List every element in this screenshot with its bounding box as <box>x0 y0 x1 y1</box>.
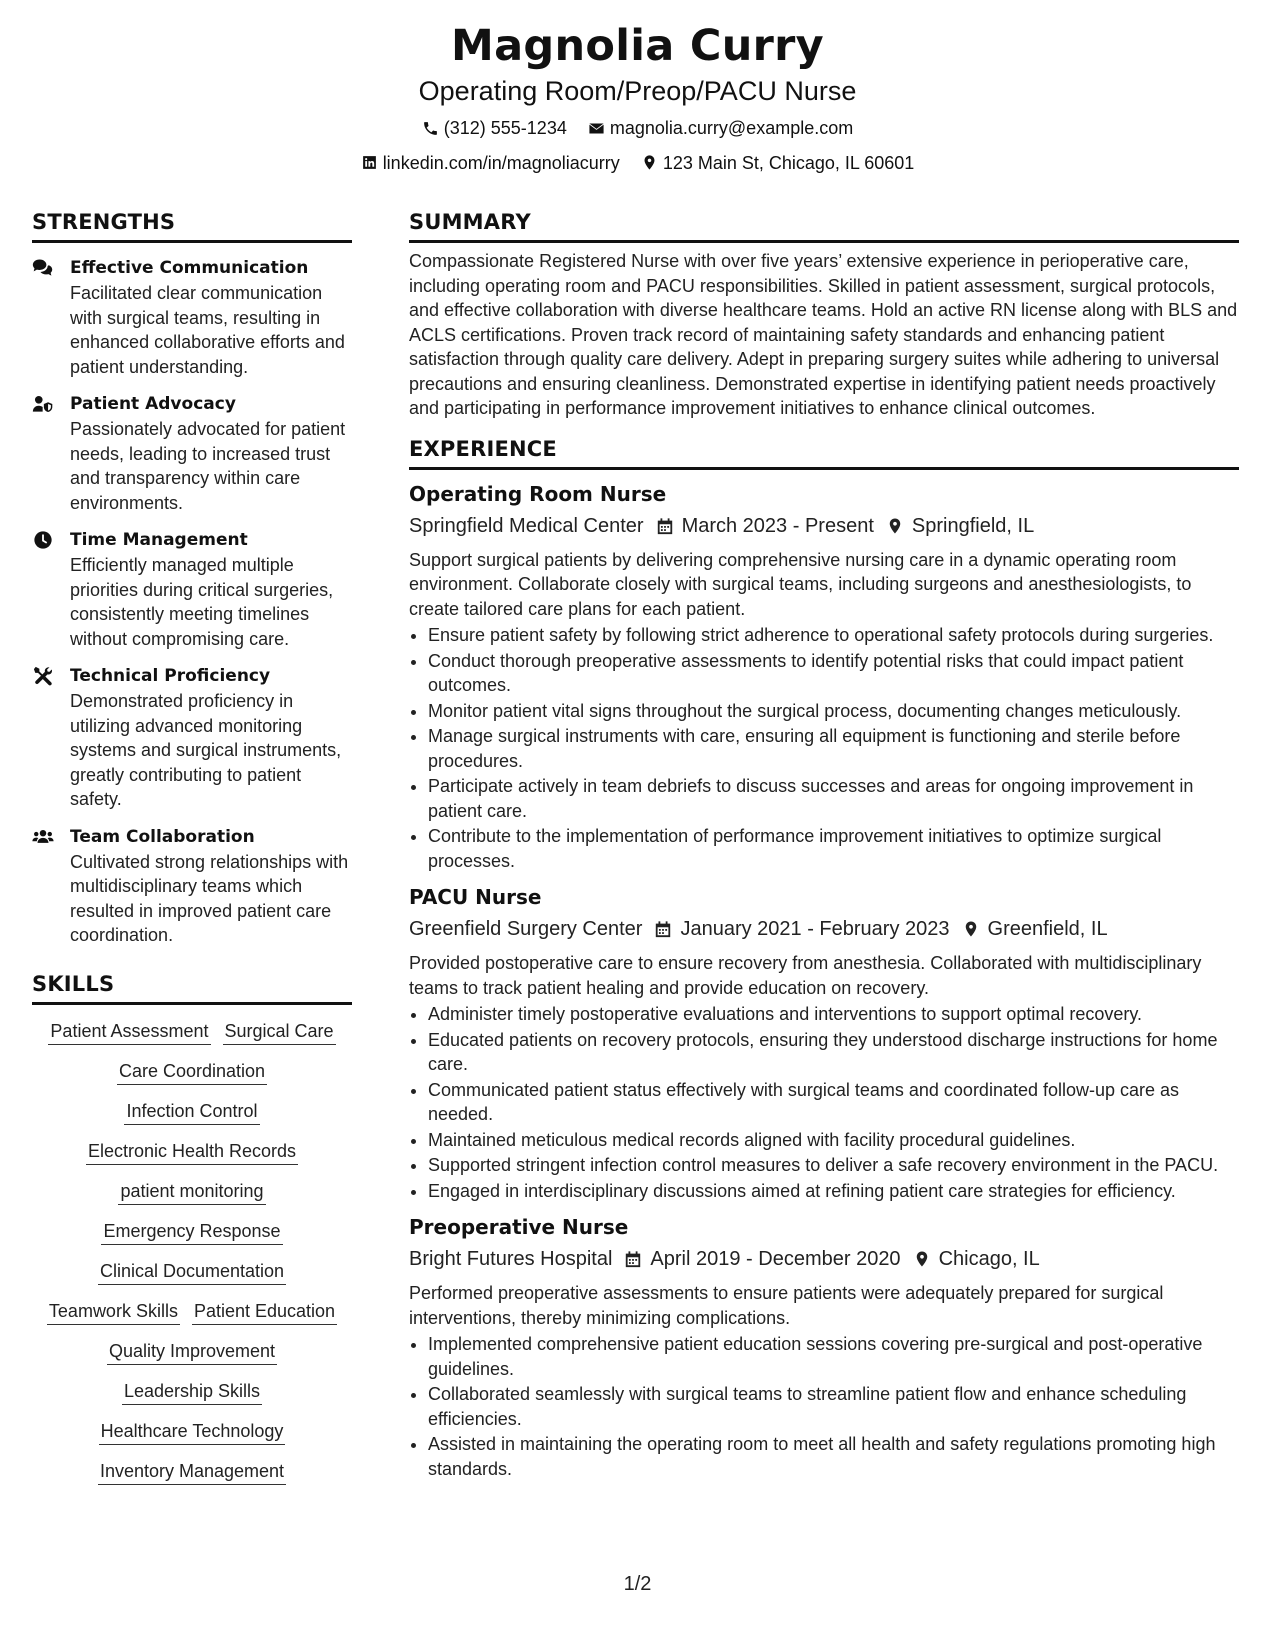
job-description: Performed preoperative assessments to ensure patients were adequately prepared for surgical interventions, thereby minimizing complications. <box>409 1283 1164 1328</box>
job-meta <box>409 1245 1239 1273</box>
calendar-icon <box>656 517 674 535</box>
contact-row-2 <box>0 152 1275 177</box>
job-dates: March 2023 - Present <box>681 514 874 537</box>
user-shield-icon <box>32 394 54 414</box>
strength-title: Technical Proficiency <box>70 666 271 686</box>
job-entry <box>409 1213 1239 1481</box>
bullet-item: • Ensure patient safety by following strict adherence to operational safety protocols during surgeries. <box>428 623 1239 648</box>
summary-heading: SUMMARY <box>409 210 1239 243</box>
job-bullets <box>409 623 1239 873</box>
strength-title: Effective Communication <box>70 258 309 278</box>
strength-item <box>32 529 352 651</box>
map-marker-icon <box>641 154 658 171</box>
right-column <box>409 210 1239 1481</box>
skill-tag: Emergency Response <box>101 1218 282 1245</box>
users-icon <box>32 827 54 847</box>
skills-heading: SKILLS <box>32 972 352 1005</box>
bullet-item: • Engaged in interdisciplinary discussions aimed at refining patient care strategies for efficiency. <box>428 1179 1239 1204</box>
left-column <box>32 210 352 1485</box>
bullet-item: • Supported stringent infection control measures to deliver a safe recovery environment in the PACU. <box>428 1153 1239 1178</box>
skill-tag: Infection Control <box>124 1098 259 1125</box>
bullet-item: • Monitor patient vital signs throughout the surgical process, documenting changes meticulously. <box>428 699 1239 724</box>
job-title: Operating Room Nurse <box>409 481 667 506</box>
bullet-item: • Assisted in maintaining the operating room to meet all health and safety regulations promoting high standards. <box>428 1432 1239 1481</box>
strength-item <box>32 257 352 379</box>
linkedin-icon <box>361 154 378 171</box>
bullet-item: • Conduct thorough preoperative assessments to identify potential risks that could impact patient outcomes. <box>428 649 1239 698</box>
strength-title: Time Management <box>70 530 248 550</box>
job-company: Bright Futures Hospital <box>409 1248 613 1270</box>
job-description: Support surgical patients by delivering comprehensive nursing care in a dynamic operating room environment. Collaborate closely with surgical teams, including surgeons and anesthesiologists, to create tailored care plans for each patient. <box>409 549 1192 619</box>
skill-tag: Healthcare Technology <box>99 1418 286 1445</box>
job-bullets <box>409 1332 1239 1481</box>
bullet-item: • Educated patients on recovery protocols, ensuring they understood discharge instructions for home care. <box>428 1028 1239 1077</box>
candidate-role: Operating Room/Preop/PACU Nurse <box>418 76 857 106</box>
phone-text: (312) 555-1234 <box>443 118 567 138</box>
job-dates: January 2021 - February 2023 <box>680 918 950 940</box>
skills-list <box>32 1018 352 1485</box>
envelope-icon <box>588 120 605 137</box>
skill-tag: Inventory Management <box>98 1458 286 1485</box>
job-dates: April 2019 - December 2020 <box>650 1248 901 1270</box>
map-marker-icon <box>913 1250 931 1268</box>
strength-title: Patient Advocacy <box>70 394 236 414</box>
strength-desc: Demonstrated proficiency in utilizing advanced monitoring systems and surgical instruments, greatly contributing to patient safety. <box>70 691 342 809</box>
address-contact <box>641 152 915 174</box>
strength-desc: Efficiently managed multiple priorities during critical surgeries, consistently meeting timelines without compromising care. <box>70 555 334 649</box>
job-bullets <box>409 1002 1239 1203</box>
candidate-name: Magnolia Curry <box>450 21 825 71</box>
comments-icon <box>32 258 54 278</box>
job-entry <box>409 883 1239 1203</box>
job-title: PACU Nurse <box>409 885 542 909</box>
map-marker-icon <box>886 517 904 535</box>
job-company: Springfield Medical Center <box>409 514 644 537</box>
strength-title: Team Collaboration <box>70 826 255 847</box>
strength-desc: Cultivated strong relationships with multidisciplinary teams which resulted in improved patient care coordination. <box>70 851 349 945</box>
calendar-icon <box>654 920 672 938</box>
job-description: Provided postoperative care to ensure recovery from anesthesia. Collaborated with multidisciplinary teams to track patient healing and provide education on recovery. <box>409 953 1202 998</box>
phone-contact[interactable] <box>422 117 567 139</box>
job-company: Greenfield Surgery Center <box>409 918 643 940</box>
tools-icon <box>32 666 54 686</box>
skill-tag: Patient Education <box>192 1298 337 1325</box>
resume-header <box>0 18 1275 176</box>
strength-desc: Facilitated clear communication with surgical teams, resulting in enhanced collaborative efforts and patient understanding. <box>70 283 345 377</box>
bullet-item: • Implemented comprehensive patient education sessions covering pre-surgical and post-operative guidelines. <box>428 1332 1239 1381</box>
page-number: 1/2 <box>623 1573 652 1595</box>
bullet-item: • Manage surgical instruments with care, ensuring all equipment is functioning and sterile before procedures. <box>428 724 1239 773</box>
job-meta <box>409 915 1239 943</box>
bullet-item: • Collaborated seamlessly with surgical teams to streamline patient flow and enhance scheduling efficiencies. <box>428 1382 1239 1431</box>
bullet-item: • Participate actively in team debriefs to discuss successes and areas for ongoing improvement in patient care. <box>428 774 1239 823</box>
skill-tag: Teamwork Skills <box>47 1298 180 1325</box>
strength-item <box>32 393 352 515</box>
bullet-item: • Maintained meticulous medical records aligned with facility procedural guidelines. <box>428 1128 1239 1153</box>
phone-icon <box>422 120 439 137</box>
experience-heading: EXPERIENCE <box>409 437 1239 470</box>
bullet-item: • Contribute to the implementation of performance improvement initiatives to optimize surgical processes. <box>428 824 1239 873</box>
strength-desc: Passionately advocated for patient needs, leading to increased trust and transparency within care environments. <box>70 419 346 513</box>
skill-tag: Clinical Documentation <box>98 1258 286 1285</box>
skill-tag: Electronic Health Records <box>86 1138 298 1165</box>
skill-tag: Surgical Care <box>223 1018 336 1045</box>
map-marker-icon <box>962 920 980 938</box>
strength-item <box>32 826 352 948</box>
skill-tag: Quality Improvement <box>107 1338 277 1365</box>
strengths-heading: STRENGTHS <box>32 210 352 243</box>
strength-item <box>32 665 352 812</box>
skill-tag: Leadership Skills <box>122 1378 262 1405</box>
bullet-item: • Communicated patient status effectively with surgical teams and coordinated follow-up care as needed. <box>428 1078 1239 1127</box>
job-location: Chicago, IL <box>938 1248 1040 1270</box>
job-meta <box>409 512 1239 540</box>
job-location: Greenfield, IL <box>987 918 1108 940</box>
calendar-icon <box>624 1250 642 1268</box>
linkedin-contact[interactable] <box>361 152 620 174</box>
summary-text: Compassionate Registered Nurse with over five years’ extensive experience in perioperative care, including operating room and PACU responsibilities. Skilled in patient assessment, surgical protocols, and effective collaboration with diverse healthcare teams. Hold an active RN license along with BLS and ACLS certifications. Proven track record of maintaining safety standards and enhancing patient satisfaction through quality care delivery. Adept in preparing surgery suites while adhering to universal precautions and ensuring cleanliness. Demonstrated expertise in identifying patient needs proactively and participating in performance improvement initiatives to enhance clinical outcomes. <box>409 251 1238 418</box>
address-text: 123 Main St, Chicago, IL 60601 <box>662 152 915 173</box>
skill-tag: patient monitoring <box>118 1178 265 1205</box>
job-location: Springfield, IL <box>911 514 1035 537</box>
contact-row-1 <box>0 117 1275 142</box>
job-title: Preoperative Nurse <box>409 1215 629 1239</box>
email-text: magnolia.curry@example.com <box>609 118 854 138</box>
skill-tag: Care Coordination <box>117 1058 267 1085</box>
clock-icon <box>32 530 54 550</box>
skill-tag: Patient Assessment <box>48 1018 210 1045</box>
bullet-item: • Administer timely postoperative evaluations and interventions to support optimal recovery. <box>428 1002 1239 1027</box>
email-contact[interactable] <box>588 117 853 139</box>
linkedin-text: linkedin.com/in/magnoliacurry <box>382 152 620 173</box>
job-entry <box>409 480 1239 874</box>
